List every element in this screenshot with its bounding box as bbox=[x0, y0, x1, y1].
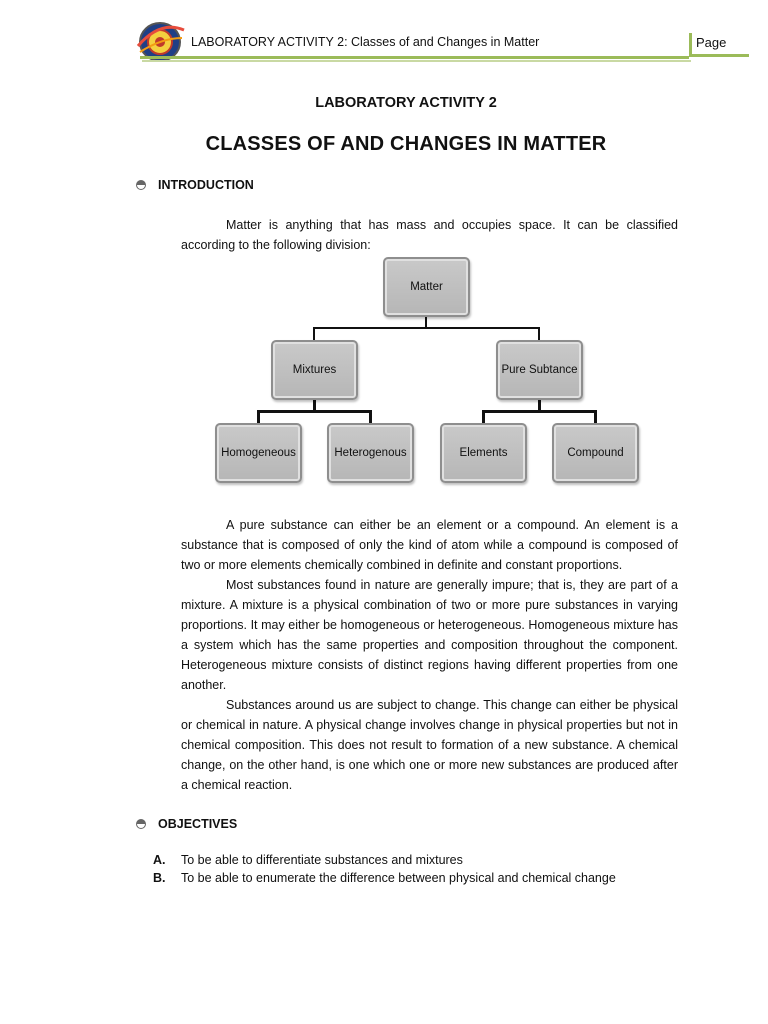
node-compound: Compound bbox=[552, 423, 639, 483]
page-label: Page bbox=[696, 35, 727, 50]
introduction-heading bbox=[136, 178, 254, 192]
objective-text: To be able to differentiate substances and mixtures bbox=[181, 853, 463, 867]
activity-title: LABORATORY ACTIVITY 2 bbox=[315, 95, 497, 111]
connector-to-compound bbox=[594, 410, 597, 424]
objective-item bbox=[153, 871, 616, 885]
node-matter: Matter bbox=[383, 257, 470, 317]
connector-pure-bar bbox=[482, 410, 597, 413]
objective-text: To be able to enumerate the difference between physical and chemical change bbox=[181, 871, 616, 885]
connector-to-heterogenous bbox=[369, 410, 372, 424]
connector-to-homogeneous bbox=[257, 410, 260, 424]
objective-item bbox=[153, 853, 463, 867]
objectives-label: OBJECTIVES bbox=[158, 817, 238, 831]
change-paragraph: Substances around us are subject to change. This change can either be physical or chemical in nature. A physical change involves change in physical properties but not in chemical composition. This does not result to formation of a new substance. A chemical change, on the other hand, is one which one or more new substances are produced after a chemical reaction. bbox=[181, 698, 678, 792]
bullet-icon bbox=[136, 180, 146, 190]
main-title: CLASSES OF AND CHANGES IN MATTER bbox=[205, 133, 607, 155]
node-heterogenous: Heterogenous bbox=[327, 423, 414, 483]
header-title: LABORATORY ACTIVITY 2: Classes of and Changes in Matter bbox=[191, 35, 540, 49]
mixture-paragraph: Most substances found in nature are generally impure; that is, they are part of a mixture. A mixture is a physical combination of two or more pure substances in varying proportions. It may either be homogeneous or heterogeneous. Homogeneous mixture has a system which has the same properties and composition throughout the component. Heterogeneous mixture consists of distinct regions having different properties from one another. bbox=[181, 578, 678, 692]
connector-root-bar bbox=[313, 327, 540, 329]
node-mixtures: Mixtures bbox=[271, 340, 358, 400]
pure-substance-paragraph: A pure substance can either be an element or a compound. An element is a substance that is composed of only the kind of atom while a compound is composed of two or more elements chemically combined in definite and constant proportions. bbox=[181, 518, 678, 572]
introduction-label: INTRODUCTION bbox=[158, 178, 254, 192]
node-elements: Elements bbox=[440, 423, 527, 483]
objective-letter: B. bbox=[153, 871, 166, 885]
intro-paragraph: Matter is anything that has mass and occupies space. It can be classified according to the following division: bbox=[181, 218, 678, 252]
objective-letter: A. bbox=[153, 853, 166, 867]
header-rule bbox=[140, 56, 689, 59]
connector-mixtures-bar bbox=[257, 410, 372, 413]
connector-to-elements bbox=[482, 410, 485, 424]
bullet-icon bbox=[136, 819, 146, 829]
header-rule-shadow bbox=[142, 60, 691, 62]
objectives-heading bbox=[136, 817, 237, 831]
node-pure-substance: Pure Subtance bbox=[496, 340, 583, 400]
node-homogeneous: Homogeneous bbox=[215, 423, 302, 483]
